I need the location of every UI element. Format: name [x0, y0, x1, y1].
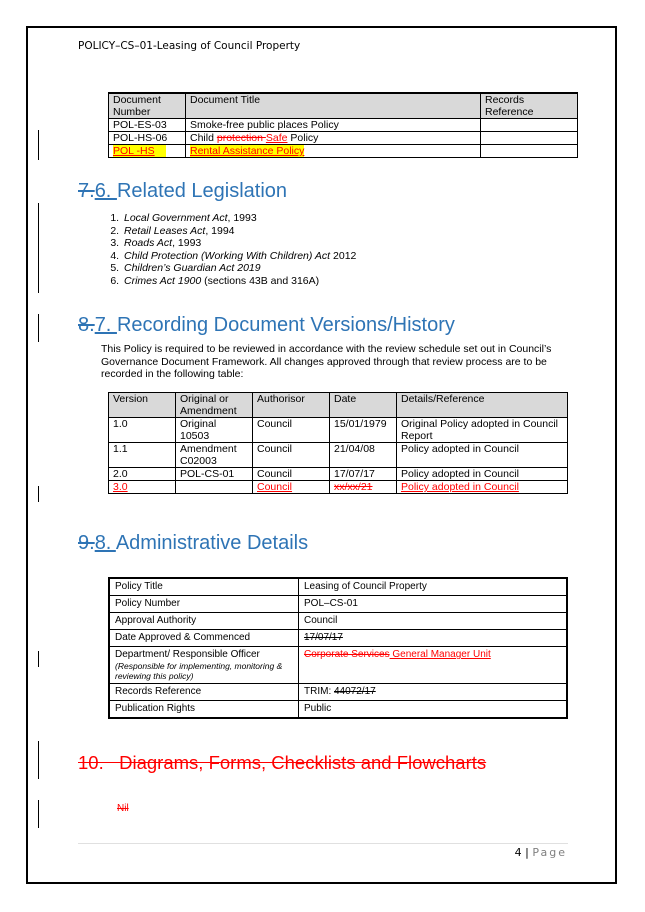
cell-records-reference: [481, 119, 578, 132]
table-row: [109, 701, 567, 719]
cell-label: Approval Authority: [109, 613, 299, 630]
inserted-text: Safe: [265, 132, 288, 144]
administrative-details-table: [108, 577, 568, 719]
cell-value: Leasing of Council Property: [299, 578, 568, 596]
cell-document-number: POL-HS-06: [109, 132, 186, 145]
cell-records-reference: [481, 132, 578, 145]
nil-text: Nil: [117, 803, 129, 814]
inserted-text: Rental Assistance Policy: [190, 145, 305, 157]
cell-value: [299, 684, 568, 701]
deleted-text: 17/07/17: [304, 632, 343, 643]
deleted-text: 44072/17: [334, 686, 376, 697]
cell-label: Policy Number: [109, 596, 299, 613]
cell-label: Date Approved & Commenced: [109, 630, 299, 647]
cell-version: 1.1: [109, 443, 176, 468]
list-item: [122, 212, 356, 225]
table-row: [109, 145, 578, 158]
change-bar: [38, 486, 39, 502]
change-bar: [38, 314, 39, 342]
list-item: [122, 237, 356, 250]
act-year: , 1993: [172, 237, 202, 249]
cell-details: Policy adopted in Council: [397, 468, 568, 481]
table-row: [109, 596, 567, 613]
related-documents-table: [108, 92, 578, 158]
page-label: Page: [532, 846, 567, 859]
cell-date: 21/04/08: [330, 443, 397, 468]
act-name: Local Government Act: [124, 212, 228, 224]
heading-document-versions: [78, 314, 455, 337]
deleted-text: protection: [216, 132, 266, 144]
cell-authorisor: Council: [253, 443, 330, 468]
highlight-filler: [155, 145, 167, 157]
deleted-number: 8.: [78, 314, 95, 336]
table-header-row: [109, 393, 568, 418]
text: Policy: [287, 132, 319, 144]
document-header: POLICY–CS–01-Leasing of Council Property: [78, 40, 301, 52]
page-number: 4: [514, 846, 522, 859]
cell-version: 3.0: [109, 481, 176, 494]
version-history-table: [108, 392, 568, 494]
inserted-number: 7.: [94, 314, 117, 336]
inserted-text: POL -HS: [113, 145, 155, 157]
cell-value: Council: [299, 613, 568, 630]
cell-value: [299, 647, 568, 684]
act-year: , 1994: [205, 224, 235, 237]
table-row: [109, 468, 568, 481]
table-row: [109, 647, 567, 684]
table-row: [109, 684, 567, 701]
table-row: [109, 443, 568, 468]
footer-divider: [78, 843, 568, 844]
cell-authorisor: Council: [253, 481, 330, 494]
column-header: Date: [330, 393, 397, 418]
cell-document-title: [186, 145, 481, 158]
change-bar: [38, 203, 39, 293]
column-header: Original or Amendment: [176, 393, 253, 418]
column-header: Version: [109, 393, 176, 418]
deleted-number: 7.: [78, 180, 95, 202]
change-bar: [38, 741, 39, 779]
legislation-list: [106, 212, 356, 287]
cell-original-amendment: Original 10503: [176, 418, 253, 443]
inserted-number: 8.: [94, 532, 116, 554]
cell-document-title: [186, 132, 481, 145]
change-bar: [38, 651, 39, 667]
act-year: , 1993: [227, 212, 257, 224]
inserted-text: General Manager Unit: [389, 649, 491, 660]
cell-label: Publication Rights: [109, 701, 299, 719]
text: TRIM:: [304, 686, 334, 697]
table-row: [109, 132, 578, 145]
cell-document-title: Smoke-free public places Policy: [186, 119, 481, 132]
cell-original-amendment: POL-CS-01: [176, 468, 253, 481]
cell-document-number: [109, 145, 186, 158]
cell-original-amendment: Amendment C02003: [176, 443, 253, 468]
act-year: 2012: [330, 249, 357, 262]
table-row: [109, 613, 567, 630]
cell-label: Records Reference: [109, 684, 299, 701]
label-text: Department/ Responsible Officer: [115, 649, 260, 660]
act-name: Child Protection (Working With Children) Act: [124, 249, 331, 262]
cell-date: 17/07/17: [330, 468, 397, 481]
heading-text: Recording Document Versions/History: [116, 314, 455, 336]
cell-original-amendment: [176, 481, 253, 494]
list-item: [122, 225, 356, 238]
cell-records-reference: [481, 145, 578, 158]
act-name: Retail Leases Act: [124, 224, 206, 237]
deleted-text: Corporate Services: [304, 649, 390, 660]
cell-date: 15/01/1979: [330, 418, 397, 443]
table-row: [109, 481, 568, 494]
table-row: [109, 119, 578, 132]
inserted-number: 6.: [94, 180, 117, 202]
cell-label: [109, 647, 299, 684]
cell-version: 2.0: [109, 468, 176, 481]
cell-document-number: POL-ES-03: [109, 119, 186, 132]
heading-text: Administrative Details: [115, 532, 309, 554]
column-header: Details/Reference: [397, 393, 568, 418]
cell-version: 1.0: [109, 418, 176, 443]
column-header: Authorisor: [253, 393, 330, 418]
table-row: [109, 418, 568, 443]
column-header: Document Number: [109, 93, 186, 119]
cell-authorisor: Council: [253, 468, 330, 481]
page-footer: [515, 846, 567, 859]
act-name: Crimes Act 1900: [124, 274, 202, 287]
cell-label: Policy Title: [109, 578, 299, 596]
cell-value: POL–CS-01: [299, 596, 568, 613]
list-item: [122, 262, 356, 275]
footer-separator: |: [521, 846, 533, 859]
heading-related-legislation: [78, 180, 287, 203]
table-row: [109, 630, 567, 647]
column-header: Document Title: [186, 93, 481, 119]
list-item: [122, 275, 356, 288]
table-header-row: [109, 93, 578, 119]
text: Child: [190, 132, 217, 144]
heading-diagrams-forms: 10. Diagrams, Forms, Checklists and Flowcharts: [78, 752, 487, 773]
cell-details: Original Policy adopted in Council Report: [397, 418, 568, 443]
list-item: [122, 250, 356, 263]
cell-details: Policy adopted in Council: [397, 443, 568, 468]
change-bar: [38, 130, 39, 160]
act-name: Roads Act: [124, 237, 173, 249]
cell-value: Public: [299, 701, 568, 719]
act-name: Children’s Guardian Act 2019: [124, 262, 261, 274]
change-bar: [38, 800, 39, 828]
act-year: (sections 43B and 316A): [201, 274, 320, 287]
versions-paragraph: This Policy is required to be reviewed in accordance with the review schedule set out in Council’s Governance Document Framework. All changes approved through that review process are to be recorded in the following table:: [101, 343, 552, 380]
column-header: Records Reference: [481, 93, 578, 119]
deleted-number: 9.: [78, 532, 95, 554]
heading-text: Related Legislation: [116, 180, 288, 202]
cell-authorisor: Council: [253, 418, 330, 443]
cell-date: xx/xx/21: [330, 481, 397, 494]
heading-administrative-details: [78, 532, 308, 555]
table-row: [109, 578, 567, 596]
cell-value: [299, 630, 568, 647]
cell-details: Policy adopted in Council: [397, 481, 568, 494]
label-note: (Responsible for implementing, monitoring & reviewing this policy): [115, 661, 283, 681]
